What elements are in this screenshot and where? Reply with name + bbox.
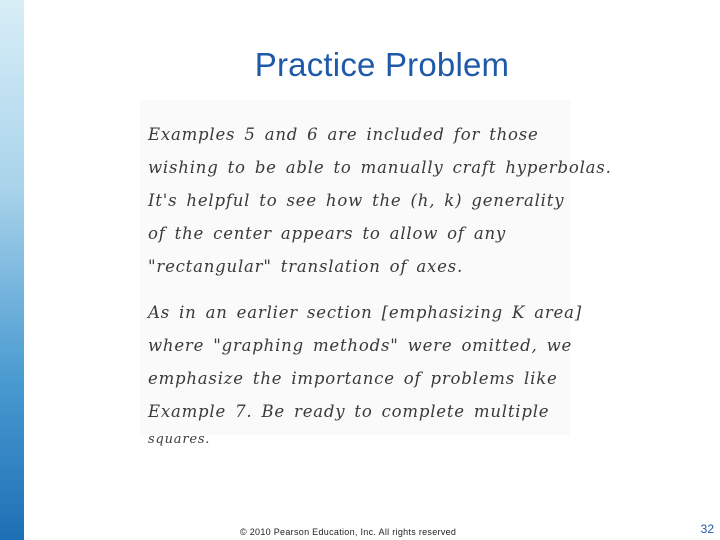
- handwritten-line: of the center appears to allow of any: [148, 224, 507, 243]
- page-number: 32: [700, 522, 714, 536]
- handwritten-line: Examples 5 and 6 are included for those: [148, 125, 539, 144]
- decorative-sidebar: [0, 0, 24, 540]
- handwritten-line: Example 7. Be ready to complete multiple: [148, 402, 550, 421]
- handwritten-line: where "graphing methods" were omitted, we: [148, 336, 573, 355]
- handwritten-line: wishing to be able to manually craft hyperbolas.: [148, 158, 612, 177]
- handwritten-line: It's helpful to see how the (h, k) generality: [148, 191, 565, 210]
- handwritten-line: As in an earlier section [emphasizing K area]: [148, 303, 582, 322]
- handwritten-line: "rectangular" translation of axes.: [148, 257, 463, 276]
- handwritten-line: squares.: [148, 432, 211, 447]
- slide-title: [24, 46, 720, 84]
- copyright-footer: © 2010 Pearson Education, Inc. All rights reserved: [240, 527, 457, 537]
- slide-title-text: Practice Problem: [254, 46, 510, 83]
- handwritten-paragraph-1: [148, 118, 612, 283]
- handwritten-line: emphasize the importance of problems like: [148, 369, 558, 388]
- handwritten-paragraph-2: [148, 296, 582, 452]
